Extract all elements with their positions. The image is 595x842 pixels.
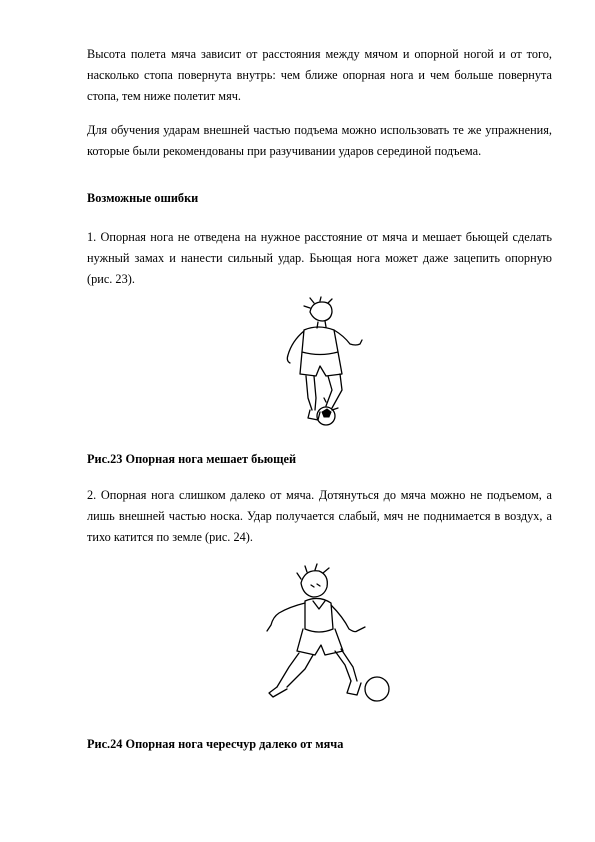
paragraph-training: Для обучения ударам внешней частью подъема можно использовать те же упражнения, которые были рекомендованы при разучивании ударов серединой подъема.	[87, 123, 552, 158]
player-reaching-drawing	[255, 565, 395, 710]
section-heading-errors: Возможные ошибки	[87, 191, 199, 205]
paragraph-ball-height: Высота полета мяча зависит от расстояния между мячом и опорной ногой и от того, насколько стопа повернута внутрь: чем ближе опорная нога и чем больше повернута стопа, тем ниже полетит мяч.	[87, 47, 552, 103]
figure-24-caption: Рис.24 Опорная нога чересчур далеко от мяча	[87, 737, 344, 751]
figure-24-player-illustration	[255, 565, 395, 710]
figure-23-player-illustration	[270, 298, 370, 428]
paragraph-error-2: 2. Опорная нога слишком далеко от мяча. Дотянуться до мяча можно не подъемом, а лишь внешней частью носка. Удар получается слабый, мяч не поднимается в воздух, а тихо катится по земле (рис. 24).	[87, 488, 552, 544]
player-kicking-drawing	[270, 298, 370, 428]
paragraph-error-1: 1. Опорная нога не отведена на нужное расстояние от мяча и мешает бьющей сделать нужный замах и нанести сильный удар. Бьющая нога может даже зацепить опорную (рис. 23).	[87, 230, 552, 286]
figure-23-caption: Рис.23 Опорная нога мешает бьющей	[87, 452, 297, 466]
